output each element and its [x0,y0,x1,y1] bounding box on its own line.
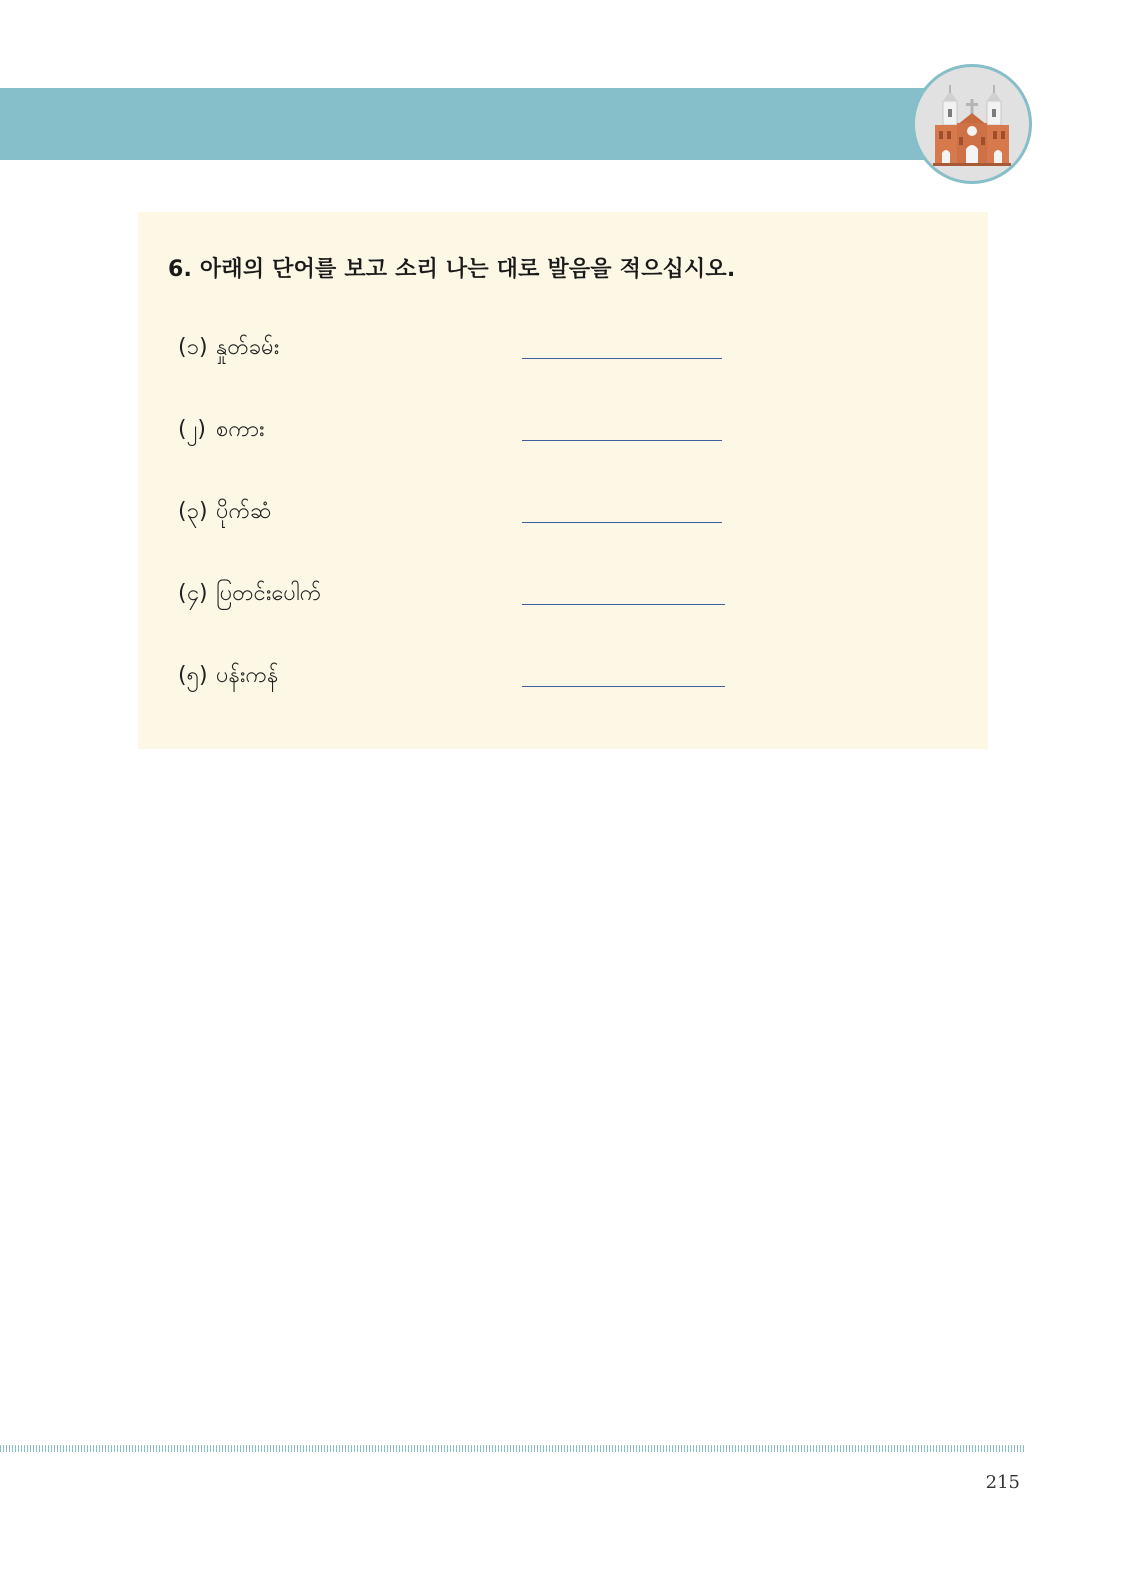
answer-blank[interactable] [522,686,725,687]
item-word: ပြတင်းပေါက် [216,581,322,606]
item-word: နှုတ်ခမ်း [216,335,280,360]
footer-dotted-rule [0,1445,1026,1452]
header-band [0,88,940,160]
exercise-item [178,490,738,530]
item-number: (၃) [178,499,208,524]
exercise-item [178,572,738,612]
exercise-item [178,326,738,366]
exercise-item [178,654,738,694]
item-word: ပန်းကန် [216,663,279,688]
exercise-item [178,408,738,448]
cathedral-icon [915,67,1029,181]
answer-blank[interactable] [522,604,725,605]
answer-blank[interactable] [522,440,722,441]
exercise-question: 6. 아래의 단어를 보고 소리 나는 대로 발음을 적으십시오. [168,257,736,282]
item-word: စကား [216,417,265,442]
item-word: ပိုက်ဆံ [216,499,272,524]
answer-blank[interactable] [522,522,722,523]
item-number: (၄) [178,581,208,606]
page-number: 215 [985,1472,1020,1493]
item-number: (၅) [178,663,208,688]
cathedral-badge [912,64,1032,184]
answer-blank[interactable] [522,358,722,359]
item-number: (၂) [178,417,206,442]
exercise-box [138,212,988,749]
item-number: (၁) [178,335,208,360]
